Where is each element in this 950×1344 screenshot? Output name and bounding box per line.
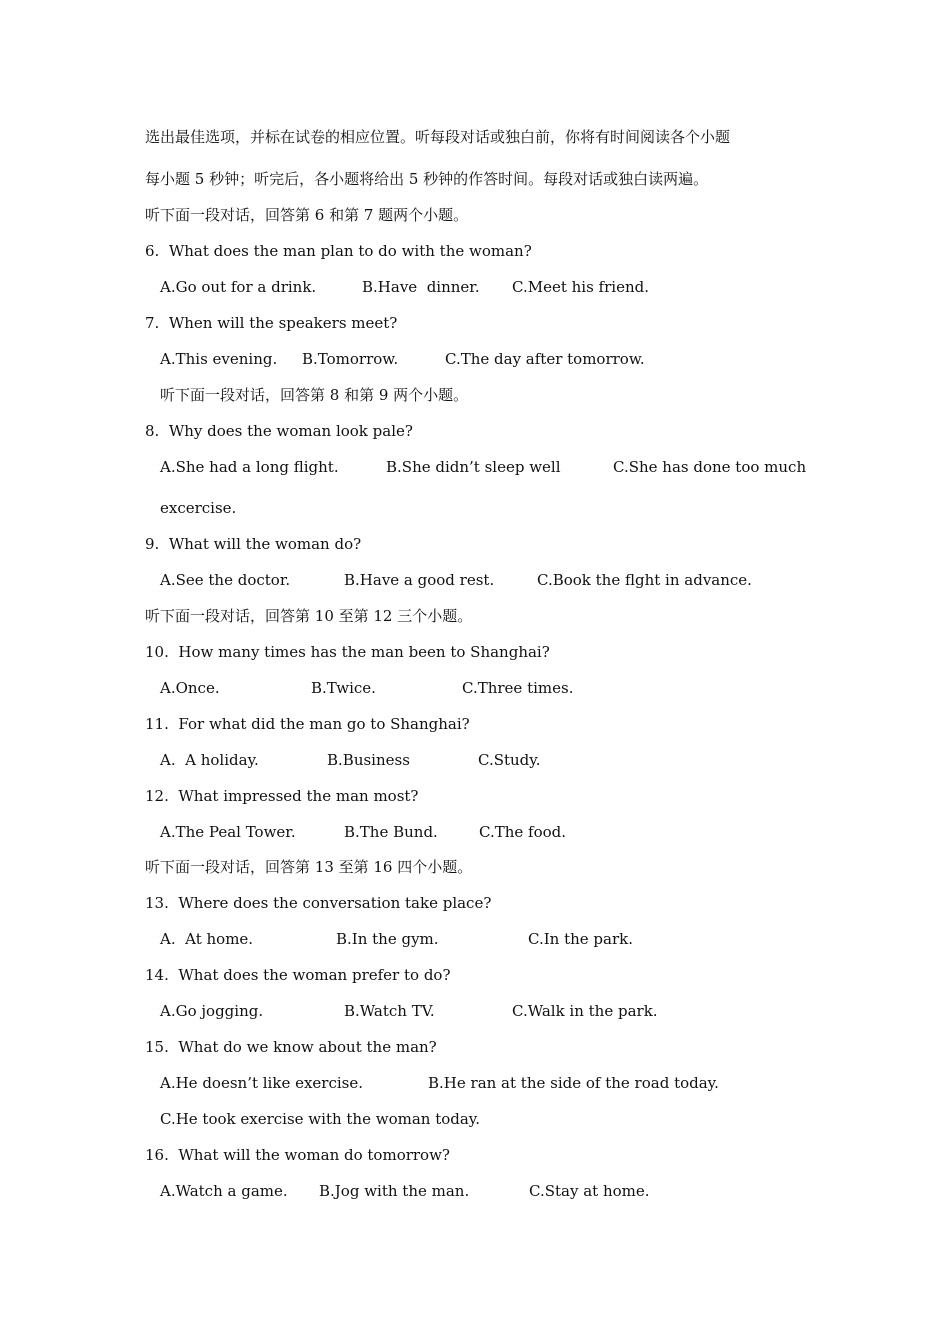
q14-option-b: B.Watch TV. (344, 1002, 435, 1020)
q9-option-c: C.Book the flght in advance. (537, 571, 752, 589)
q6-option-b: B.Have dinner. (362, 278, 480, 296)
q8-option-c: C.She has done too much (613, 458, 807, 476)
q12-option-a: A.The Peal Tower. (160, 823, 296, 841)
q11-option-b: B.Business (327, 751, 410, 769)
q16-option-c: C.Stay at home. (529, 1182, 650, 1200)
question-16: 16. What will the woman do tomorrow? (145, 1146, 450, 1164)
question-9: 9. What will the woman do? (145, 535, 362, 553)
q15-option-a: A.He doesn’t like exercise. (160, 1074, 364, 1092)
q10-option-c: C.Three times. (462, 679, 574, 697)
q14-option-c: C.Walk in the park. (512, 1002, 658, 1020)
q10-option-a: A.Once. (160, 679, 220, 697)
question-13: 13. Where does the conversation take place? (145, 894, 492, 912)
q10-option-b: B.Twice. (311, 679, 376, 697)
q9-option-b: B.Have a good rest. (344, 571, 495, 589)
section-intro: 听下面一段对话，回答第 10 至第 12 三个小题。 (145, 607, 473, 625)
q8-option-b: B.She didn’t sleep well (386, 458, 561, 476)
q8-option-a: A.She had a long flight. (160, 458, 339, 476)
section-intro: 听下面一段对话，回答第 8 和第 9 两个小题。 (160, 386, 469, 404)
q11-option-a: A. A holiday. (160, 751, 259, 769)
instruction-line-1: 选出最佳选项，并标在试卷的相应位置。听每段对话或独白前，你将有时间阅读各个小题 (145, 128, 731, 146)
question-14: 14. What does the woman prefer to do? (145, 966, 451, 984)
section-intro: 听下面一段对话，回答第 13 至第 16 四个小题。 (145, 858, 473, 876)
q15-option-c: C.He took exercise with the woman today. (160, 1110, 481, 1128)
q7-option-a: A.This evening. (160, 350, 278, 368)
q12-option-b: B.The Bund. (344, 823, 438, 841)
q8-option-c-continued: excercise. (160, 499, 237, 517)
q13-option-a: A. At home. (160, 930, 254, 948)
question-6: 6. What does the man plan to do with the woman? (145, 242, 532, 260)
q13-option-c: C.In the park. (528, 930, 633, 948)
section-intro: 听下面一段对话，回答第 6 和第 7 题两个小题。 (145, 206, 469, 224)
question-10: 10. How many times has the man been to Shanghai? (145, 643, 550, 661)
question-11: 11. For what did the man go to Shanghai? (145, 715, 470, 733)
instruction-line-2: 每小题 5 秒钟；听完后，各小题将给出 5 秒钟的作答时间。每段对话或独白读两遍。 (145, 170, 709, 188)
q14-option-a: A.Go jogging. (160, 1002, 264, 1020)
q6-option-a: A.Go out for a drink. (160, 278, 317, 296)
q7-option-b: B.Tomorrow. (302, 350, 399, 368)
q12-option-c: C.The food. (479, 823, 567, 841)
q16-option-b: B.Jog with the man. (319, 1182, 470, 1200)
q11-option-c: C.Study. (478, 751, 541, 769)
q7-option-c: C.The day after tomorrow. (445, 350, 645, 368)
question-15: 15. What do we know about the man? (145, 1038, 437, 1056)
q9-option-a: A.See the doctor. (160, 571, 291, 589)
q13-option-b: B.In the gym. (336, 930, 439, 948)
question-12: 12. What impressed the man most? (145, 787, 419, 805)
question-7: 7. When will the speakers meet? (145, 314, 398, 332)
q15-option-b: B.He ran at the side of the road today. (428, 1074, 719, 1092)
question-8: 8. Why does the woman look pale? (145, 422, 413, 440)
q16-option-a: A.Watch a game. (160, 1182, 288, 1200)
q6-option-c: C.Meet his friend. (512, 278, 649, 296)
